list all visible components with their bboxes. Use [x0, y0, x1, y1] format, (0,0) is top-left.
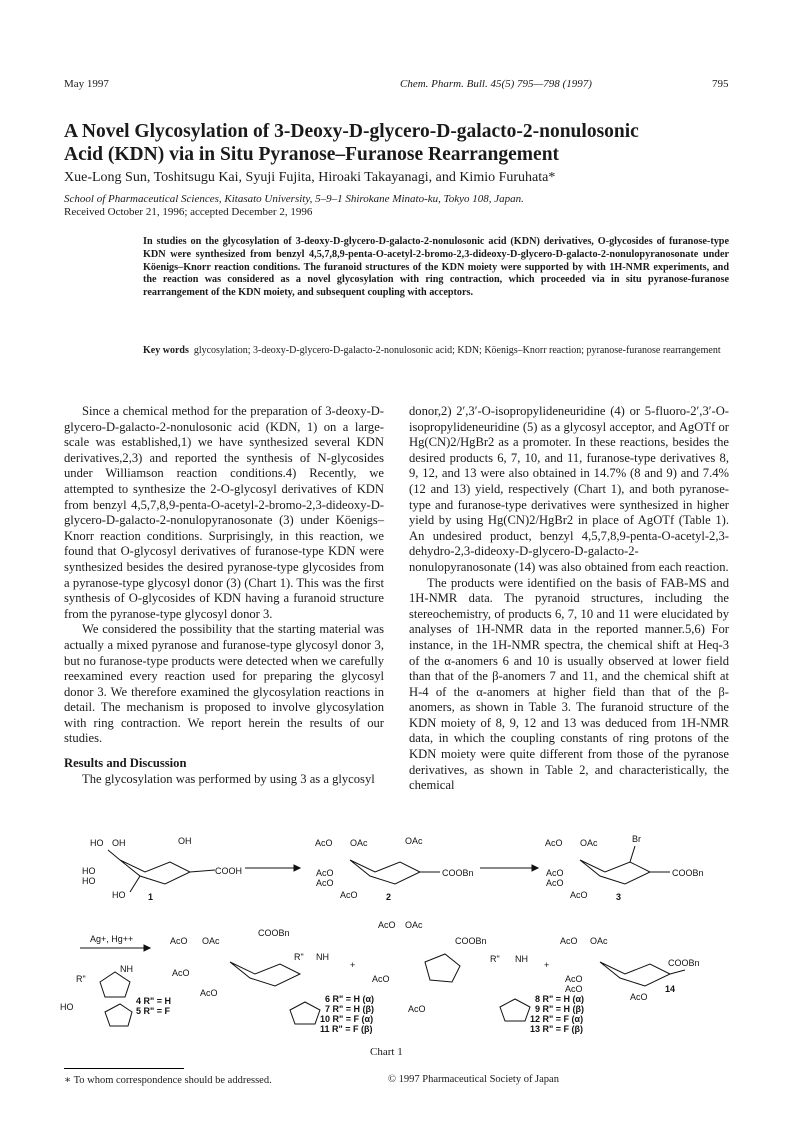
label-aco-3a: AcO [545, 838, 563, 848]
label-nh-acc: NH [120, 964, 133, 974]
products-8-9-12-13 [372, 920, 584, 1034]
arrowhead-3 [144, 945, 150, 951]
label-oh-2: OH [178, 836, 192, 846]
copyright-notice: © 1997 Pharmaceutical Society of Japan [388, 1074, 559, 1085]
intro-paragraph-2: We considered the possibility that the starting material was actually a mixed pyranose and furanose-type glycosyl donor 3, but no furanose-type products were detected when we carefully reexamined every reaction used for preparing the glycosyl donor 3. We therefore examined the glycosylation reactions in detail. The mechanism is proposed to involve glycosylation with ring contraction. We report herein the results of our studies. [64, 622, 384, 746]
label-oac-3a: OAc [580, 838, 598, 848]
abstract: In studies on the glycosylation of 3-deoxy-D-glycero-D-galacto-2-nonulosonic acid (KDN) derivatives, O-glycosides of furanose-type KDN were synthesized from benzyl 4,5,7,8,9-penta-O-acetyl-2-bromo-2,3-dideoxy-D-glycero-D-galacto-2-nonulopyranosonate under Köenigs–Knorr reaction conditions. The furanoid structures of the KDN moiety were supported by with 1H-NMR experiments, and the reaction was considered as a novel glycosylation with ring contraction, which proceeded via in situ pyranose-furanose rearrangement of the KDN moiety, and subsequent coupling with acceptors. [143, 236, 729, 299]
label-oac-14a: OAc [590, 936, 608, 946]
label-coobn-2: COOBn [442, 868, 474, 878]
arrowhead-2 [532, 865, 538, 871]
legend-10: 10 R" = F (α) [320, 1014, 374, 1024]
label-aco-14b: AcO [565, 974, 583, 984]
label-aco-6c: AcO [200, 988, 218, 998]
label-oh-1: OH [112, 838, 126, 848]
label-aco-2b: AcO [316, 868, 334, 878]
results-paragraph-1: The glycosylation was performed by using 3 as a glycosyl [82, 771, 375, 786]
label-coobn-8: COOBn [455, 936, 487, 946]
label-aco-3b: AcO [546, 868, 564, 878]
chart-1-scheme [60, 832, 740, 1042]
header-page: 795 [712, 78, 729, 90]
keywords-text: glycosylation; 3-deoxy-D-glycero-D-galacto-2-nonulosonic acid; KDN; Köenigs–Knorr reaction; pyranose-furanose rearrangement [193, 345, 721, 356]
compound-3-structure [545, 834, 704, 902]
legend-4: 4 R" = H [136, 996, 172, 1006]
legend-9: 9 R" = H (β) [535, 1004, 585, 1014]
chart-caption: Chart 1 [370, 1046, 403, 1058]
label-ho-4: HO [112, 890, 126, 900]
label-aco-2d: AcO [340, 890, 358, 900]
title-line-2: Acid (KDN) via in Situ Pyranose–Furanose Rearrangement [64, 144, 560, 165]
left-column [64, 404, 384, 787]
received-dates: Received October 21, 1996; accepted December 2, 1996 [64, 206, 313, 218]
label-oac-2a: OAc [350, 838, 368, 848]
author-list: Xue-Long Sun, Toshitsugu Kai, Syuji Fujita, Hiroaki Takayanagi, and Kimio Furuhata* [64, 170, 556, 185]
keywords-label: Key words [143, 345, 189, 356]
intro-paragraph-1: Since a chemical method for the preparation of 3-deoxy-D-glycero-D-galacto-2-nonulosonic acid (KDN, 1) on a large-scale was established,1) we have synthesized several KDN derivatives,2,3) and reported the synthesis of N-glycosides under Williamson reaction conditions.4) Recently, we attempted to synthesize the 2-O-glycosyl derivatives of KDN from benzyl 4,5,7,8,9-penta-O-acetyl-2-bromo-2,3-dideoxy-D-glycero-D-galacto-2-nonulopyranosonate (3) under Köenigs–Knorr reaction conditions. Surprisingly, in this reaction, we found that O-glycosyl derivatives of furanose-type KDN were synthesized besides the desired pyranose-type glycosides from a pyranose-type glycosyl donor (3) (Chart 1). This was the first synthesis of O-glycosides of KDN having a furanoid structure from the pyranose-type glycosyl donor 3. [64, 404, 384, 621]
label-oac-2b: OAc [405, 836, 423, 846]
label-cooh: COOH [215, 866, 242, 876]
label-ho-2: HO [82, 866, 96, 876]
label-aco-14c: AcO [565, 984, 583, 994]
label-aco-8b: AcO [372, 974, 390, 984]
legend-11: 11 R" = F (β) [320, 1024, 373, 1034]
label-aco-3c: AcO [546, 878, 564, 888]
label-r-8: R" [490, 954, 500, 964]
label-aco-2a: AcO [315, 838, 333, 848]
label-aco-14d: AcO [630, 992, 648, 1002]
right-column [409, 404, 729, 794]
label-aco-6b: AcO [172, 968, 190, 978]
legend-12: 12 R" = F (α) [530, 1014, 584, 1024]
label-aco-14a: AcO [560, 936, 578, 946]
products-6-7-10-11 [170, 928, 374, 1034]
acceptor-structure [60, 964, 171, 1026]
reagent-label: Ag+, Hg++ [90, 934, 134, 944]
arrowhead-1 [294, 865, 300, 871]
right-paragraph-1: donor,2) 2′,3′-O-isopropylideneuridine (4) or 5-fluoro-2′,3′-O-isopropylideneuridine (5) as a glycosyl acceptor, and AgOTf or Hg(CN)2/HgBr2 as a promoter. In these reactions, besides the desired products 6, 7, 10, and 11, furanose-type derivatives 8, 9, 12, and 13 were also obtained in 14.7% (8 and 9) and 7.4% (12 and 13) yield, respectively (Chart 1), and both pyranose-type and furanose-type derivatives were synthesized in higher yield by using Hg(CN)2/HgBr2 in place of AgOTf (Table 1). An undesired product, benzyl 4,5,7,8,9-penta-O-acetyl-2,3-dehydro-2,3-dideoxy-D-glycero-D-galacto-2-nonulopyranosonate (14) was also obtained from each reaction. [409, 404, 729, 574]
label-ho-1: HO [90, 838, 104, 848]
right-paragraph-2: The products were identified on the basis of FAB-MS and 1H-NMR data. The pyranoid structures, including the stereochemistry, of products 6, 7, 10 and 11 were elucidated by analyses of 1H-NMR data in the reported manner.5,6) For instance, in the 1H-NMR spectra, the chemical shift at Heq-3 of the α-anomers 6 and 10 is usually observed at lower field than that of the β-anomers 7 and 11, and the chemical shift at H-4 of the α-anomers at higher field than that of the β-anomers, as shown in Table 3. The furanoid structure of the KDN moiety of 8, 9, 12 and 13 was deduced from 1H-NMR data, in which the coupling constants of ring protons of the KDN moiety were quite different from those of the pyranose derivatives, as shown in Table 2, and characteristically, the chemical [409, 575, 729, 793]
keywords [143, 345, 729, 357]
plus-1: + [350, 960, 356, 970]
legend-8: 8 R" = H (α) [535, 994, 585, 1004]
label-coobn-14: COOBn [668, 958, 700, 968]
label-compound-2: 2 [386, 892, 392, 902]
label-aco-3d: AcO [570, 890, 588, 900]
label-r-6: R" [294, 952, 304, 962]
label-nh-6: NH [316, 952, 329, 962]
label-aco-8c: AcO [408, 1004, 426, 1014]
title-line-1: A Novel Glycosylation of 3-Deoxy-D-glycero-D-galacto-2-nonulosonic [64, 121, 639, 142]
label-br: Br [632, 834, 641, 844]
label-compound-14: 14 [665, 984, 676, 994]
legend-13: 13 R" = F (β) [530, 1024, 584, 1034]
header-date: May 1997 [64, 78, 109, 90]
label-aco-2c: AcO [316, 878, 334, 888]
label-ho-3: HO [82, 876, 96, 886]
article-title [64, 120, 744, 166]
label-oac-8a: OAc [405, 920, 423, 930]
label-oac-6a: OAc [202, 936, 220, 946]
compound-14-structure [560, 936, 700, 1002]
section-heading: Results and Discussion [64, 756, 187, 771]
legend-7: 7 R" = H (β) [325, 1004, 375, 1014]
label-ho-acc: HO [60, 1002, 74, 1012]
label-nh-8: NH [515, 954, 528, 964]
label-aco-6a: AcO [170, 936, 188, 946]
header-journal: Chem. Pharm. Bull. 45(5) 795—798 (1997) [400, 78, 592, 90]
affiliation: School of Pharmaceutical Sciences, Kitasato University, 5–9–1 Shirokane Minato-ku, Tokyo 108, Japan. [64, 193, 524, 205]
footnote-correspondence: ∗ To whom correspondence should be addressed. [64, 1075, 272, 1086]
label-coobn-3: COOBn [672, 868, 704, 878]
plus-2: + [544, 960, 550, 970]
label-compound-3: 3 [616, 892, 622, 902]
label-compound-1: 1 [148, 892, 154, 902]
compound-1-structure [82, 836, 242, 902]
label-coobn-6: COOBn [258, 928, 290, 938]
legend-5: 5 R" = F [136, 1006, 171, 1016]
compound-2-structure [315, 836, 474, 902]
legend-6: 6 R" = H (α) [325, 994, 375, 1004]
footnote-rule [64, 1068, 184, 1069]
label-aco-8a: AcO [378, 920, 396, 930]
label-r-acc: R" [76, 974, 86, 984]
